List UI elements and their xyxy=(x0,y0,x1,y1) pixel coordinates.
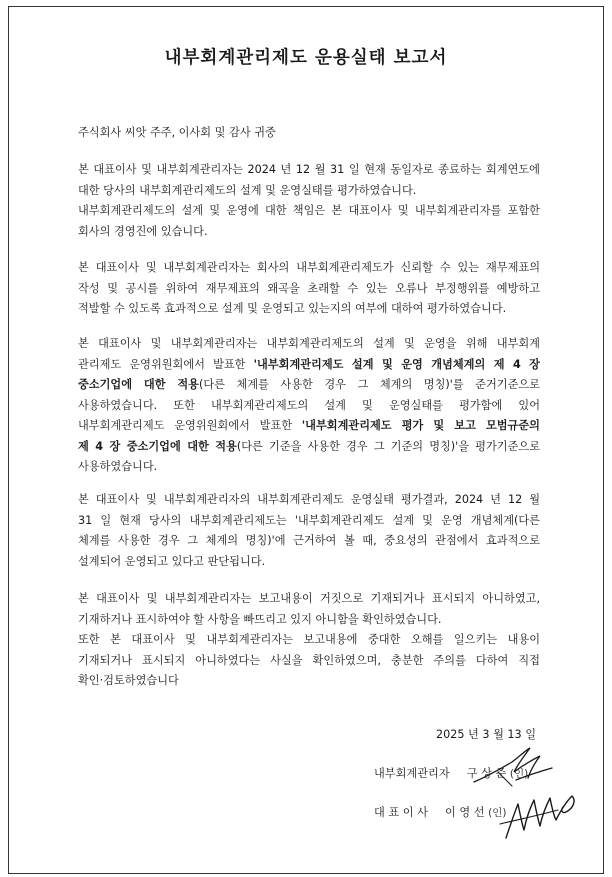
ceo-seal: (인) xyxy=(488,807,507,819)
paragraph-line xyxy=(78,355,540,376)
emphasis-text: '내부회계관리제도 설계 및 운영 개념체계의 제 4 장 xyxy=(253,357,540,371)
ceo-name: 이 영 선 xyxy=(445,806,485,819)
paragraph-line: 내부회계관리제도의 설계 및 운영에 대한 책임은 본 대표이사 및 내부회계관리자를 포함한 xyxy=(78,204,540,217)
paragraph-line: 사용하였습니다. xyxy=(78,460,158,473)
manager-seal: (인) xyxy=(509,768,529,780)
paragraph-3 xyxy=(78,334,540,478)
paragraph-5 xyxy=(78,589,540,692)
report-date: 2025 년 3 월 13 일 xyxy=(436,728,537,741)
paragraph-text: 내부회계관리제도 운영위원회에서 발표한 xyxy=(78,419,302,432)
paragraph-line: 기재하거나 표시하여야 할 사항을 빠뜨리고 있지 아니함을 확인하였습니다. xyxy=(78,612,442,626)
ceo-signature-line xyxy=(374,804,506,820)
paragraph-line: 사용하였습니다. 또한 내부회계관리제도의 설계 및 운영실태를 평가함에 있어 xyxy=(78,398,540,412)
paragraph-line: 작성 및 공시를 위하여 재무제표의 왜곡을 초래할 수 있는 오류나 부정행위를 예방하고 xyxy=(78,281,540,295)
paragraph-line: 기재되거나 표시되지 아니하였다는 사실을 확인하였으며, 충분한 주의를 다하여 직접 xyxy=(78,653,540,667)
paragraph-line xyxy=(78,416,540,437)
paragraph-line: 본 대표이사 및 내부회계관리자는 2024 년 12 월 31 일 현재 동일자로 종료하는 회계연도에 xyxy=(78,163,540,176)
paragraph-line: 대한 당사의 내부회계관리제도의 설계 및 운영실태를 평가하였습니다. xyxy=(78,183,417,197)
paragraph-4 xyxy=(78,490,540,572)
paragraph-line: 체계를 사용한 경우 그 체계의 명칭)'에 근거하여 볼 때, 중요성의 관점에서 효과적으로 xyxy=(78,534,540,547)
paragraph-line: 회사의 경영진에 있습니다. xyxy=(78,224,208,238)
paragraph-2 xyxy=(78,258,540,320)
emphasis-text: 제 4 장 중소기업에 대한 적용 xyxy=(78,439,237,453)
document-title: 내부회계관리제도 운용실태 보고서 xyxy=(164,48,448,68)
paragraph-line: 본 대표이사 및 내부회계관리자는 보고내용이 거짓으로 기재되거나 표시되지 아니하였고, xyxy=(78,592,540,605)
manager-title: 내부회계관리자 xyxy=(374,767,450,780)
paragraph-text: 관리제도 운영위원회에서 발표한 xyxy=(78,357,254,371)
paragraph-line: 적발할 수 있도록 효과적으로 설계 및 운영되고 있는지의 여부에 대하여 평가하였습니다. xyxy=(78,302,507,315)
paragraph-line: 31 일 현재 당사의 내부회계관리제도는 '내부회계관리제도 설계 및 운영 개념체계(다른 xyxy=(78,513,540,527)
addressee: 주식회사 씨앗 주주, 이사회 및 감사 귀중 xyxy=(78,126,276,139)
paragraph-line: 또한 본 대표이사 및 내부회계관리자는 보고내용에 중대한 오해를 일으키는 내용이 xyxy=(78,633,540,646)
paragraph-line: 설계되어 운영되고 있다고 판단됩니다. xyxy=(78,554,266,568)
paragraph-1 xyxy=(78,160,540,242)
emphasis-text: 중소기업에 대한 적용 xyxy=(78,378,199,391)
ceo-handwritten-signature xyxy=(496,780,582,844)
paragraph-line: 확인·검토하였습니다 xyxy=(78,674,179,687)
paragraph-line xyxy=(78,437,540,458)
paragraph-line: 본 대표이사 및 내부회계관리자는 내부회계관리제도의 설계 및 운영을 위해 내부회계 xyxy=(78,337,540,350)
paragraph-line xyxy=(78,375,540,396)
ceo-title: 대 표 이 사 xyxy=(374,806,428,819)
paragraph-line: 본 대표이사 및 내부회계관리자는 회사의 내부회계관리제도가 신뢰할 수 있는 재무제표의 xyxy=(78,261,540,274)
paragraph-line: 본 대표이사 및 내부회계관리자의 내부회계관리제도 운영실태 평가결과, 2024 년 12 월 xyxy=(78,493,540,506)
paragraph-text: (다른 기준을 사용한 경우 그 기준의 명칭)'을 평가기준으로 xyxy=(236,439,541,453)
paragraph-text: (다른 체계를 사용한 경우 그 체계의 명칭)'를 준거기준으로 xyxy=(198,378,540,391)
emphasis-text: '내부회계관리제도 평가 및 보고 모범규준의 xyxy=(301,419,540,432)
manager-name: 구 상 준 xyxy=(466,767,507,780)
